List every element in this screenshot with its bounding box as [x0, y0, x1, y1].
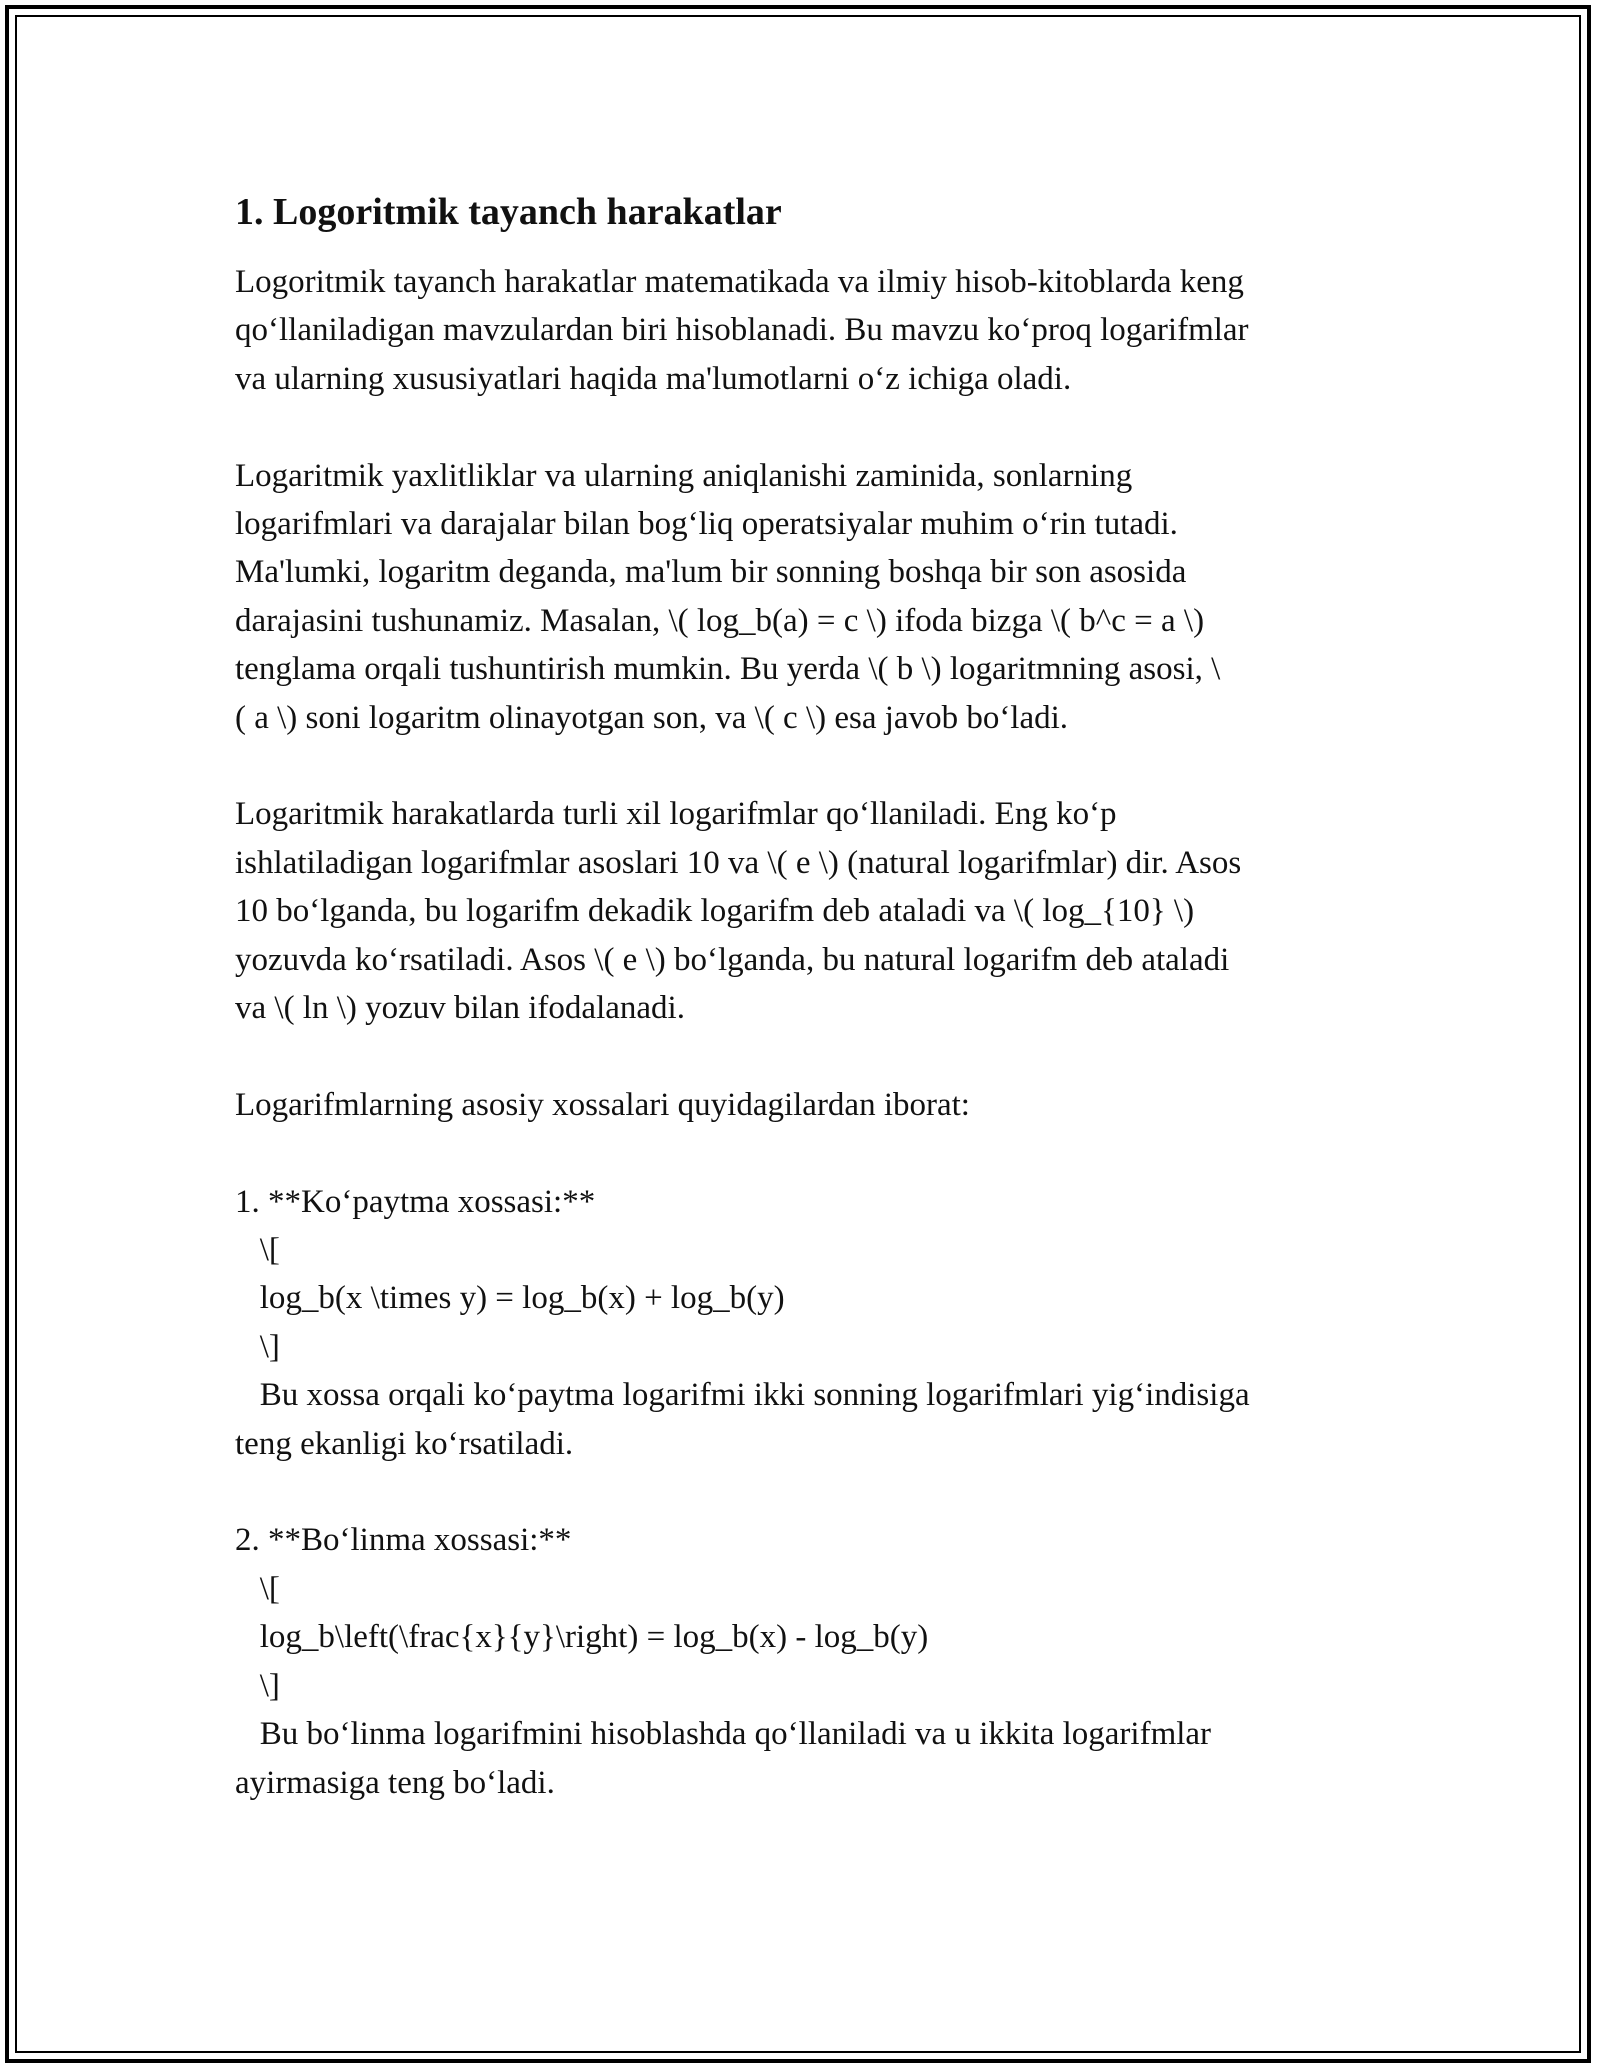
text-line: Logoritmik tayanch harakatlar matematikada va ilmiy hisob-kitoblarda keng	[235, 264, 1244, 300]
text-line: Logaritmik yaxlitliklar va ularning aniqlanishi zaminida, sonlarning	[235, 457, 1133, 494]
text-line: logarifmlari va darajalar bilan bog‘liq operatsiyalar muhim o‘rin tutadi.	[235, 506, 1178, 543]
formula-line: log_b(x \times y) = log_b(x) + log_b(y)	[235, 1280, 785, 1317]
text-line: teng ekanligi ko‘rsatiladi.	[235, 1425, 574, 1462]
text-line: yozuvda ko‘rsatiladi. Asos \( e \) bo‘lganda, bu natural logarifm deb ataladi	[235, 941, 1230, 978]
formula-line: \[	[235, 1232, 280, 1269]
text-line: 10 bo‘lganda, bu logarifm dekadik logarifm deb ataladi va \( log_{10} \)	[235, 893, 1195, 930]
text-line: tenglama orqali tushuntirish mumkin. Bu yerda \( b \) logaritmning asosi, \	[235, 651, 1221, 688]
formula-line: \]	[235, 1328, 280, 1365]
list-item-quotient-property	[235, 1516, 1385, 1806]
document-body	[235, 186, 1385, 1855]
list-item-heading: 1. **Ko‘paytma xossasi:**	[235, 1183, 596, 1220]
text-line: ayirmasiga teng bo‘ladi.	[235, 1764, 555, 1801]
text-line: Logarifmlarning asosiy xossalari quyidagilardan iborat:	[235, 1086, 970, 1123]
text-line: Bu bo‘linma logarifmini hisoblashda qo‘llaniladi va u ikkita logarifmlar	[235, 1716, 1212, 1753]
text-line: ishlatiladigan logarifmlar asoslari 10 va \( e \) (natural logarifmlar) dir. Asos	[235, 844, 1242, 881]
text-line: Ma'lumki, logaritm deganda, ma'lum bir sonning boshqa bir son asosida	[235, 554, 1187, 591]
paragraph-properties-intro	[235, 1081, 1385, 1129]
paragraph-logarithm-types	[235, 790, 1385, 1032]
text-line: darajasini tushunamiz. Masalan, \( log_b(a) = c \) ifoda bizga \( b^c = a \)	[235, 602, 1205, 639]
text-line: va ularning xususiyatlari haqida ma'lumotlarni o‘z ichiga oladi.	[235, 360, 1072, 397]
list-item-product-property	[235, 1178, 1385, 1468]
text-line: va \( ln \) yozuv bilan ifodalanadi.	[235, 990, 685, 1027]
formula-line: \]	[235, 1667, 280, 1704]
section-heading: 1. Logoritmik tayanch harakatlar	[235, 191, 782, 233]
paragraph-intro	[235, 258, 1385, 403]
paragraph-definition	[235, 452, 1385, 742]
list-item-heading: 2. **Bo‘linma xossasi:**	[235, 1522, 572, 1559]
text-line: Logaritmik harakatlarda turli xil logarifmlar qo‘llaniladi. Eng ko‘p	[235, 796, 1117, 833]
text-line: ( a \) soni logaritm olinayotgan son, va \( c \) esa javob bo‘ladi.	[235, 699, 1069, 736]
text-line: qo‘llaniladigan mavzulardan biri hisoblanadi. Bu mavzu ko‘proq logarifmlar	[235, 312, 1249, 349]
text-line: Bu xossa orqali ko‘paytma logarifmi ikki sonning logarifmlari yig‘indisiga	[235, 1377, 1250, 1414]
formula-line: log_b\left(\frac{x}{y}\right) = log_b(x) - log_b(y)	[235, 1619, 929, 1656]
formula-line: \[	[235, 1570, 280, 1607]
